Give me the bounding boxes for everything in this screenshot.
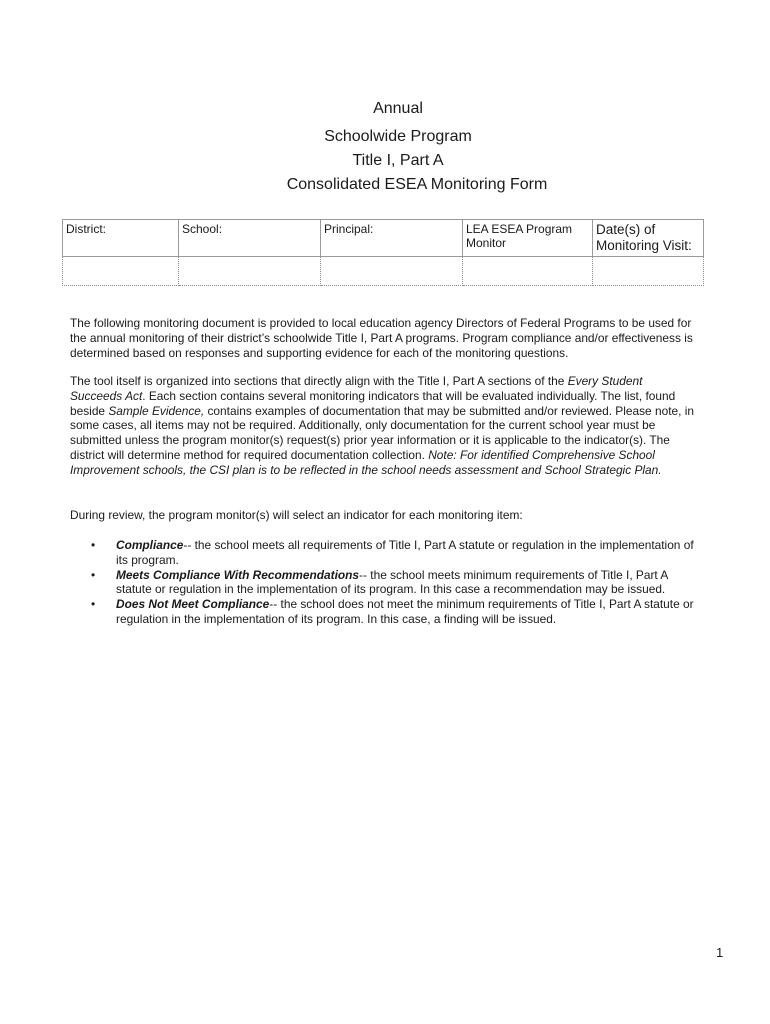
- title-line-part: Title I, Part A: [352, 152, 444, 169]
- info-table: [62, 219, 704, 286]
- p2-text-e: contains examples of documentation that may be submitted and/or reviewed. Please note, in some cases, all items may not be required. Additionally, only documentation for the current school year must be submitted unless the program monitor(s) request(s) prior year information or it is applicable to the indicator(s). The district will determine method for required documentation collection.: [70, 403, 694, 462]
- monitor-label: LEA ESEA Program Monitor: [463, 220, 593, 257]
- list-item-compliance: [70, 538, 695, 568]
- school-label: School:: [179, 220, 321, 257]
- list-item-noncompliance: [70, 597, 695, 627]
- indicator-separator: --: [269, 597, 278, 612]
- indicator-separator: --: [359, 567, 367, 582]
- indicator-text: the school meets minimum requirements of Title I, Part A statute or regulation in the implementation of its program. In this case a recommendation may be issued.: [116, 567, 668, 597]
- p2-text-c: . Each section contains several monitoring indicators that will be evaluated individually. The list, found beside: [70, 388, 676, 418]
- indicator-term: Meets Compliance With Recommendations: [116, 567, 360, 582]
- principal-field[interactable]: [321, 257, 463, 286]
- organization-paragraph: [70, 374, 695, 478]
- p2-essa-title: Every Student Succeeds Act: [70, 374, 643, 403]
- principal-label: Principal:: [321, 220, 463, 257]
- visit-dates-field[interactable]: [593, 257, 704, 286]
- district-field[interactable]: [63, 257, 179, 286]
- title-line-program: Schoolwide Program: [324, 128, 472, 145]
- review-paragraph: During review, the program monitor(s) will select an indicator for each monitoring item:: [70, 508, 523, 522]
- bullet-glyph: •: [91, 567, 96, 582]
- monitor-field[interactable]: [463, 257, 593, 286]
- p2-sample-evidence: Sample Evidence,: [108, 403, 205, 418]
- list-item-recommendations: [70, 568, 695, 598]
- indicator-list: [70, 538, 695, 627]
- indicator-text: the school does not meet the minimum requirements of Title I, Part A statute or regulation in the implementation of its program. In this case, a finding will be issued.: [116, 597, 694, 626]
- indicator-term: Does Not Meet Compliance: [116, 597, 270, 612]
- school-field[interactable]: [179, 257, 321, 286]
- p2-csi-note: Note: For identified Comprehensive School Improvement schools, the CSI plan is to be reflected in the school needs assessment and School Strategic Plan.: [70, 447, 662, 477]
- indicator-separator: --: [183, 538, 192, 552]
- district-label: District:: [63, 220, 179, 257]
- page-number: 1: [716, 945, 724, 960]
- bullet-glyph: •: [91, 538, 96, 552]
- title-line-form: Consolidated ESEA Monitoring Form: [286, 176, 548, 193]
- title-line-annual: Annual: [373, 100, 423, 117]
- visit-dates-label: Date(s) of Monitoring Visit:: [593, 220, 704, 257]
- indicator-term: Compliance: [116, 538, 184, 552]
- p2-text-a: The tool itself is organized into sections that directly align with the Title I, Part A sections of the: [70, 374, 568, 388]
- intro-paragraph: The following monitoring document is provided to local education agency Directors of Federal Programs to be used for the annual monitoring of their district’s schoolwide Title I, Part A programs. Program compliance and/or effectiveness is determined based on responses and supporting evidence for each of the monitoring questions.: [70, 316, 693, 360]
- indicator-text: the school meets all requirements of Title I, Part A statute or regulation in the implementation of its program.: [116, 538, 694, 567]
- bullet-glyph: •: [91, 597, 96, 612]
